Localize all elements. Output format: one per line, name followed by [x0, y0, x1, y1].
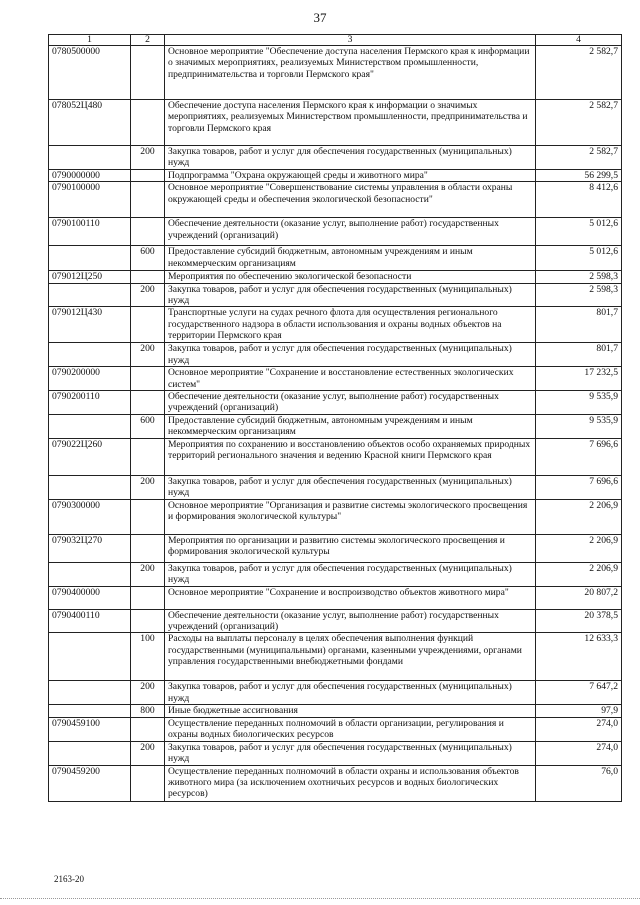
row-code	[49, 741, 131, 765]
row-code: 0790459100	[49, 717, 131, 741]
row-amount: 2 206,9	[536, 562, 622, 586]
row-code: 079022Ц260	[49, 438, 131, 475]
row-code: 0790100000	[49, 182, 131, 218]
table-row	[49, 218, 622, 246]
table-row	[49, 562, 622, 586]
page-bottom-divider	[0, 898, 640, 899]
row-name: Основное мероприятие "Организация и развитие системы экологического просвещения и формирования экологической культуры"	[165, 499, 536, 534]
table-row	[49, 414, 622, 438]
row-code: 079012Ц430	[49, 307, 131, 343]
row-expense-type	[131, 182, 165, 218]
row-expense-type: 200	[131, 562, 165, 586]
table-row	[49, 307, 622, 343]
column-header-name: 3	[165, 35, 536, 46]
table-row	[49, 741, 622, 765]
row-amount: 2 582,7	[536, 46, 622, 100]
table-row	[49, 438, 622, 475]
row-expense-type: 200	[131, 283, 165, 307]
row-code: 0790200000	[49, 367, 131, 391]
row-name: Закупка товаров, работ и услуг для обеспечения государственных (муниципальных) нужд	[165, 343, 536, 367]
row-name: Основное мероприятие "Совершенствование системы управления в области охраны окружающей среды и обеспечения экологической безопасности"	[165, 182, 536, 218]
row-amount: 2 598,3	[536, 271, 622, 283]
row-code: 0780500000	[49, 46, 131, 100]
row-amount: 8 412,6	[536, 182, 622, 218]
row-amount: 7 696,6	[536, 438, 622, 475]
row-code: 0790400000	[49, 586, 131, 609]
row-amount: 17 232,5	[536, 367, 622, 391]
row-name: Расходы на выплаты персоналу в целях обеспечения выполнения функций государственными (муниципальными) органами, казенными учреждениями, органами управления государственными внебюджетными фондами	[165, 633, 536, 681]
row-amount: 9 535,9	[536, 391, 622, 415]
row-name: Мероприятия по организации и развитию системы экологического просвещения и формирования экологической культуры	[165, 534, 536, 562]
row-amount: 2 598,3	[536, 283, 622, 307]
row-name: Закупка товаров, работ и услуг для обеспечения государственных (муниципальных) нужд	[165, 283, 536, 307]
table-row	[49, 100, 622, 146]
row-code	[49, 562, 131, 586]
row-expense-type	[131, 499, 165, 534]
row-amount: 2 206,9	[536, 499, 622, 534]
row-amount: 20 378,5	[536, 609, 622, 633]
row-expense-type: 200	[131, 681, 165, 705]
row-code	[49, 633, 131, 681]
budget-table	[48, 34, 622, 802]
column-header-amount: 4	[536, 35, 622, 46]
table-row	[49, 271, 622, 283]
row-amount: 56 299,5	[536, 169, 622, 181]
row-expense-type	[131, 586, 165, 609]
row-code	[49, 146, 131, 170]
row-expense-type	[131, 438, 165, 475]
row-expense-type	[131, 307, 165, 343]
table-row	[49, 609, 622, 633]
row-expense-type	[131, 391, 165, 415]
row-code	[49, 246, 131, 271]
table-row	[49, 586, 622, 609]
row-amount: 801,7	[536, 343, 622, 367]
row-expense-type: 200	[131, 475, 165, 499]
row-name: Обеспечение доступа населения Пермского края к информации о значимых мероприятиях, реализуемых Министерством промышленности, предпринимательства и торговли Пермского края	[165, 100, 536, 146]
row-code: 079032Ц270	[49, 534, 131, 562]
row-code: 0790000000	[49, 169, 131, 181]
row-name: Подпрограмма "Охрана окружающей среды и животного мира"	[165, 169, 536, 181]
row-amount: 12 633,3	[536, 633, 622, 681]
row-amount: 7 647,2	[536, 681, 622, 705]
row-name: Предоставление субсидий бюджетным, автономным учреждениям и иным некоммерческим организациям	[165, 246, 536, 271]
row-expense-type	[131, 169, 165, 181]
row-expense-type	[131, 765, 165, 801]
row-expense-type	[131, 534, 165, 562]
row-name: Иные бюджетные ассигнования	[165, 705, 536, 717]
table-row	[49, 343, 622, 367]
row-expense-type	[131, 46, 165, 100]
table-row	[49, 182, 622, 218]
row-code: 0790400110	[49, 609, 131, 633]
row-amount: 274,0	[536, 741, 622, 765]
row-name: Транспортные услуги на судах речного флота для осуществления регионального государственного надзора в области использования и охраны водных объектов на территории Пермского края	[165, 307, 536, 343]
row-expense-type: 600	[131, 414, 165, 438]
row-code: 0790459200	[49, 765, 131, 801]
row-code	[49, 475, 131, 499]
row-name: Мероприятия по обеспечению экологической безопасности	[165, 271, 536, 283]
row-name: Обеспечение деятельности (оказание услуг, выполнение работ) государственных учреждений (организаций)	[165, 609, 536, 633]
row-code: 078052Ц480	[49, 100, 131, 146]
row-expense-type	[131, 609, 165, 633]
row-name: Обеспечение деятельности (оказание услуг, выполнение работ) государственных учреждений (организаций)	[165, 391, 536, 415]
row-amount: 801,7	[536, 307, 622, 343]
row-name: Закупка товаров, работ и услуг для обеспечения государственных (муниципальных) нужд	[165, 681, 536, 705]
table-row	[49, 246, 622, 271]
row-expense-type	[131, 367, 165, 391]
row-code	[49, 283, 131, 307]
table-row	[49, 717, 622, 741]
row-name: Закупка товаров, работ и услуг для обеспечения государственных (муниципальных) нужд	[165, 741, 536, 765]
row-expense-type: 800	[131, 705, 165, 717]
column-header-code: 1	[49, 35, 131, 46]
row-expense-type: 600	[131, 246, 165, 271]
row-expense-type: 200	[131, 343, 165, 367]
row-name: Осуществление переданных полномочий в области охраны и использования объектов животного мира (за исключением охотничьих ресурсов и водных биологических ресурсов)	[165, 765, 536, 801]
row-expense-type: 100	[131, 633, 165, 681]
row-amount: 76,0	[536, 765, 622, 801]
column-header-expense-type: 2	[131, 35, 165, 46]
table-row	[49, 391, 622, 415]
table-row	[49, 534, 622, 562]
row-expense-type	[131, 271, 165, 283]
table-row	[49, 765, 622, 801]
row-expense-type	[131, 717, 165, 741]
table-row	[49, 46, 622, 100]
row-name: Предоставление субсидий бюджетным, автономным учреждениям и иным некоммерческим организациям	[165, 414, 536, 438]
row-expense-type: 200	[131, 146, 165, 170]
row-name: Основное мероприятие "Обеспечение доступа населения Пермского края к информации о значимых мероприятиях, реализуемых Министерством промышленности, предпринимательства и торговли Пермского края"	[165, 46, 536, 100]
table-row	[49, 283, 622, 307]
row-name: Осуществление переданных полномочий в области организации, регулирования и охраны водных биологических ресурсов	[165, 717, 536, 741]
row-name: Закупка товаров, работ и услуг для обеспечения государственных (муниципальных) нужд	[165, 475, 536, 499]
row-amount: 274,0	[536, 717, 622, 741]
row-name: Закупка товаров, работ и услуг для обеспечения государственных (муниципальных) нужд	[165, 562, 536, 586]
row-name: Основное мероприятие "Сохранение и воспроизводство объектов животного мира"	[165, 586, 536, 609]
row-code	[49, 343, 131, 367]
row-amount: 2 582,7	[536, 146, 622, 170]
table-row	[49, 367, 622, 391]
row-expense-type: 200	[131, 741, 165, 765]
row-code	[49, 681, 131, 705]
table-row	[49, 169, 622, 181]
row-name: Мероприятия по сохранению и восстановлению объектов особо охраняемых природных территорий регионального значения и ведению Красной книги Пермского края	[165, 438, 536, 475]
row-amount: 5 012,6	[536, 218, 622, 246]
row-code: 0790300000	[49, 499, 131, 534]
row-name: Основное мероприятие "Сохранение и восстановление естественных экологических систем"	[165, 367, 536, 391]
row-code: 079012Ц250	[49, 271, 131, 283]
table-row	[49, 499, 622, 534]
row-code: 0790200110	[49, 391, 131, 415]
document-footer-code: 2163-20	[54, 874, 84, 884]
table-row	[49, 146, 622, 170]
row-amount: 2 582,7	[536, 100, 622, 146]
table-row	[49, 475, 622, 499]
row-amount: 5 012,6	[536, 246, 622, 271]
row-code: 0790100110	[49, 218, 131, 246]
row-amount: 20 807,2	[536, 586, 622, 609]
row-code	[49, 414, 131, 438]
row-amount: 7 696,6	[536, 475, 622, 499]
row-expense-type	[131, 218, 165, 246]
table-row	[49, 681, 622, 705]
row-amount: 2 206,9	[536, 534, 622, 562]
table-row	[49, 633, 622, 681]
row-name: Обеспечение деятельности (оказание услуг, выполнение работ) государственных учреждений (организаций)	[165, 218, 536, 246]
row-amount: 97,9	[536, 705, 622, 717]
row-code	[49, 705, 131, 717]
page-number: 37	[313, 10, 327, 25]
row-expense-type	[131, 100, 165, 146]
row-name: Закупка товаров, работ и услуг для обеспечения государственных (муниципальных) нужд	[165, 146, 536, 170]
row-amount: 9 535,9	[536, 414, 622, 438]
table-header-row	[49, 35, 622, 46]
table-row	[49, 705, 622, 717]
